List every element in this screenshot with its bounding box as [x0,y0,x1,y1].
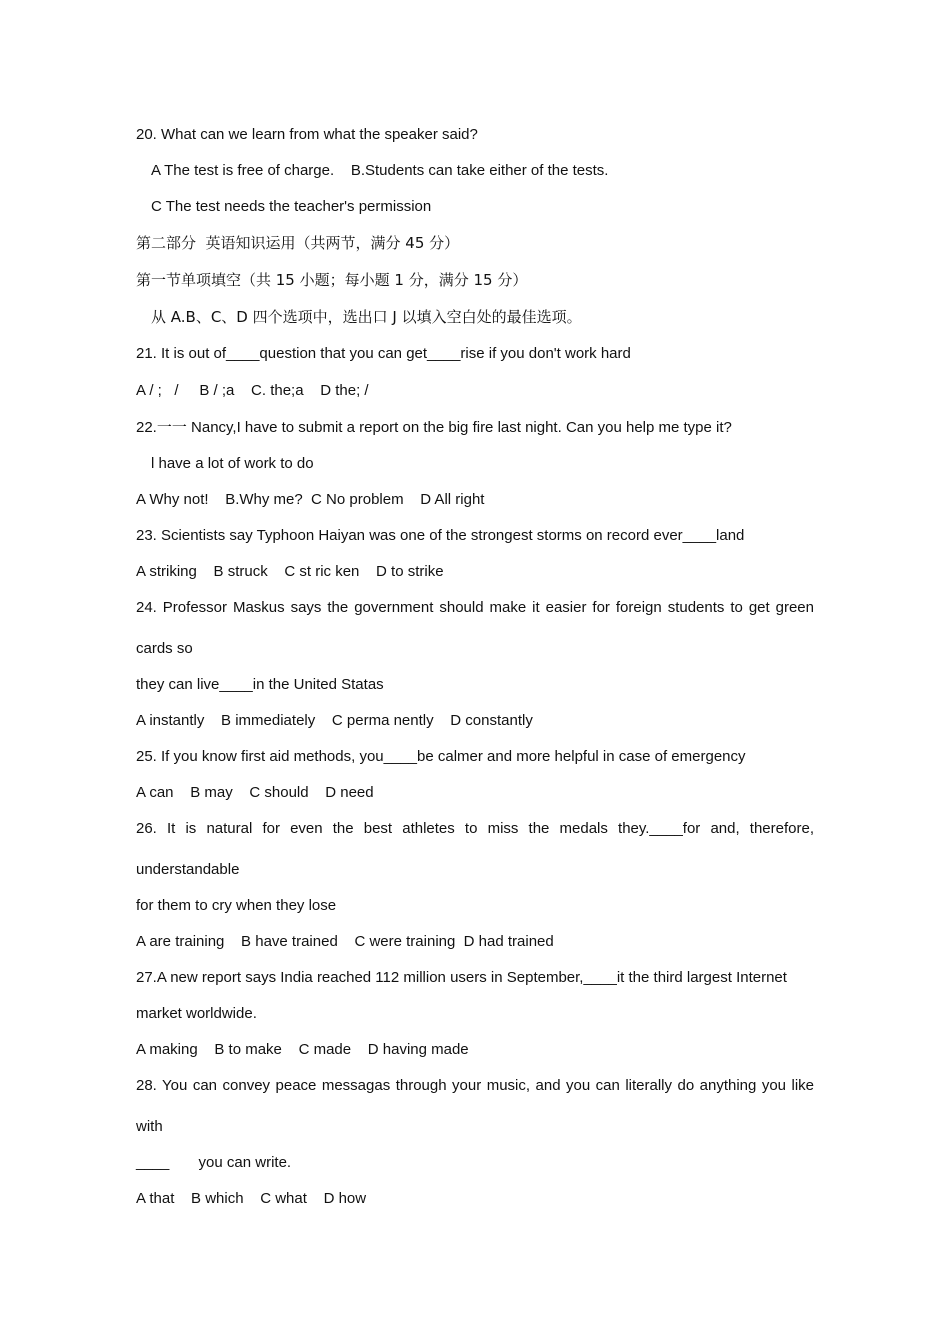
section-one-heading: 第一节单项填空（共 15 小题；每小题 1 分，满分 15 分） [136,271,528,289]
question-24-stem-cont: cards so [136,640,193,657]
question-22-options: A Why not! B.Why me? C No problem D All right [136,491,485,508]
question-24-options: A instantly B immediately C perma nently D constantly [136,712,533,729]
question-20-stem: 20. What can we learn from what the speaker said? [136,126,478,143]
question-23-options: A striking B struck C st ric ken D to strike [136,563,444,580]
question-27-stem-cont: market worldwide. [136,1005,257,1022]
question-21-stem: 21. It is out of____question that you can get____rise if you don't work hard [136,345,631,362]
question-25-stem: 25. If you know first aid methods, you____be calmer and more helpful in case of emergency [136,748,746,765]
question-23-stem: 23. Scientists say Typhoon Haiyan was one of the strongest storms on record ever____land [136,527,745,544]
question-26-stem-cont: understandable [136,861,240,878]
question-27-options: A making B to make C made D having made [136,1041,469,1058]
question-26-stem-end: for them to cry when they lose [136,897,337,914]
question-28-stem-end: ____ you can write. [136,1154,292,1171]
question-28-options: A that B which C what D how [136,1190,367,1207]
part-two-heading: 第二部分 英语知识运用（共两节，满分 45 分） [136,234,460,252]
question-26-stem: 26. It is natural for even the best athletes to miss the medals they.____for and, therefore, [136,820,814,837]
section-instructions: 从 A.B、C、D 四个选项中，选出口 J 以填入空白处的最佳选项。 [151,308,582,326]
question-20-options-ab: A The test is free of charge. B.Students can take either of the tests. [151,162,609,179]
question-28-stem-cont: with [136,1118,163,1135]
question-22-reply: l have a lot of work to do [151,455,314,472]
question-24-stem: 24. Professor Maskus says the government should make it easier for foreign students to get green [136,599,814,616]
question-22-stem: 22.一一 Nancy,I have to submit a report on the big fire last night. Can you help me type it? [136,419,732,436]
question-24-stem-end: they can live____in the United Statas [136,676,384,693]
question-27-stem: 27.A new report says India reached 112 million users in September,____it the third largest Internet [136,969,787,986]
question-28-stem: 28. You can convey peace messagas through your music, and you can literally do anything you like [136,1077,814,1094]
question-20-option-c: C The test needs the teacher's permission [151,198,432,215]
question-21-options: A / ; / B / ;a C. the;a D the; / [136,382,369,399]
question-25-options: A can B may C should D need [136,784,374,801]
question-26-options: A are training B have trained C were training D had trained [136,933,554,950]
